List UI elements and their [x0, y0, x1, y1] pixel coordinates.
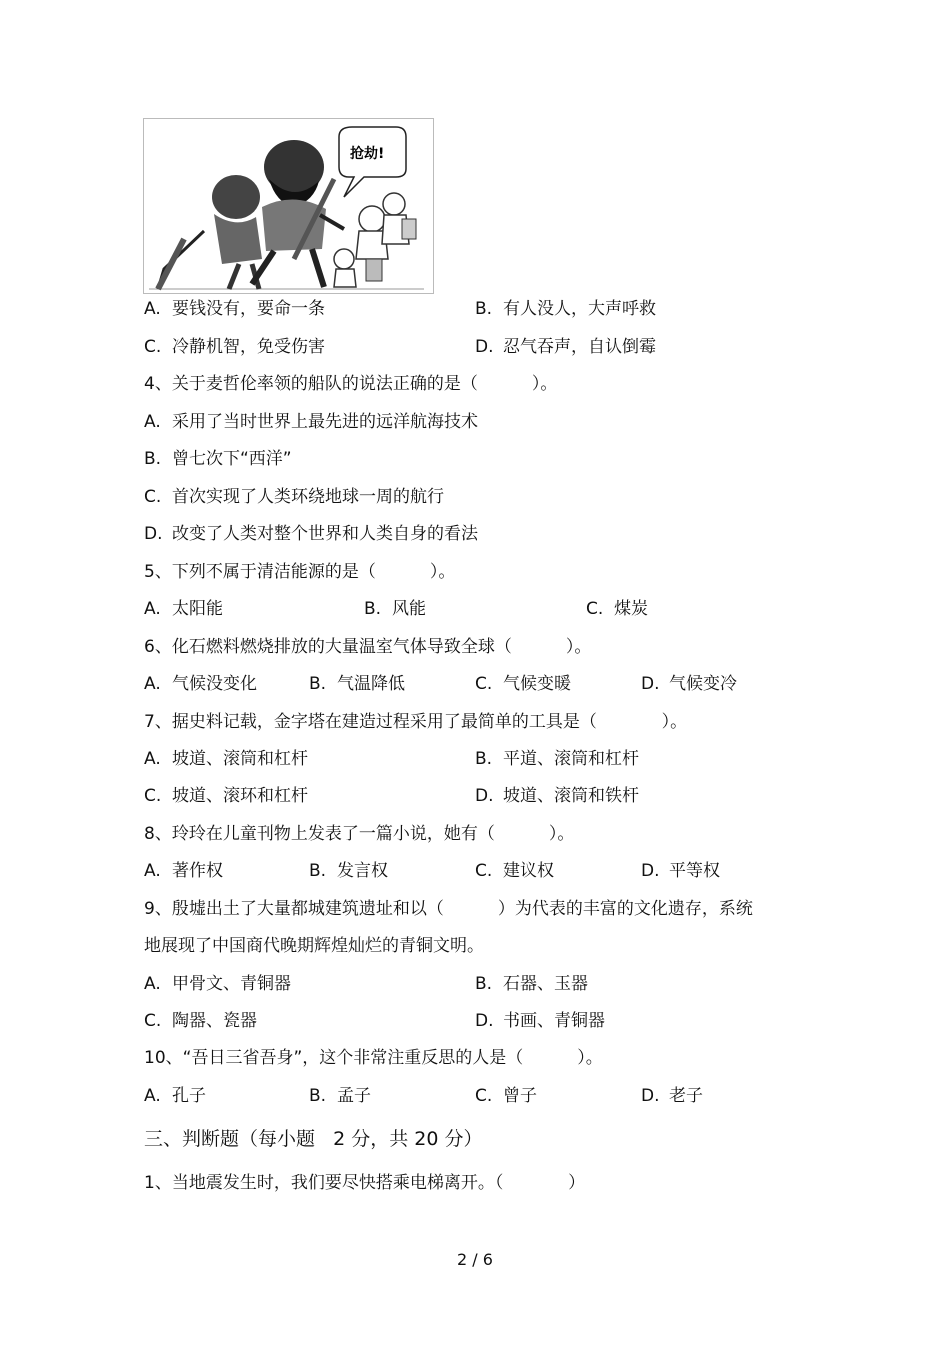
option-letter: C.	[475, 1086, 493, 1106]
option-letter: D.	[475, 337, 494, 357]
option-letter: A.	[144, 749, 161, 769]
q9-option-b	[475, 973, 588, 995]
option-letter: B.	[364, 599, 382, 619]
q8-option-c	[475, 860, 554, 882]
robbery-cartoon	[143, 118, 434, 294]
option-text: 书画、青铜器	[503, 1011, 605, 1031]
option-letter: B.	[309, 861, 327, 881]
option-text: 忍气吞声，自认倒霉	[503, 337, 656, 357]
option-letter: A.	[144, 1086, 161, 1106]
option-letter: C.	[144, 786, 162, 806]
q6-option-d	[641, 673, 737, 695]
option-letter: C.	[475, 861, 493, 881]
option-letter: A.	[144, 674, 161, 694]
q4-option-d	[144, 523, 478, 545]
option-letter: D.	[475, 786, 494, 806]
q10-option-c	[475, 1085, 537, 1107]
q9-option-d	[475, 1010, 605, 1032]
speech-bubble-text: 抢劫!	[350, 146, 385, 162]
robbery-cartoon-drawing	[144, 119, 433, 293]
q9-stem-line1: 9、殷墟出土了大量都城建筑遗址和以（ ）为代表的丰富的文化遗存，系统	[144, 899, 753, 919]
q4-option-c	[144, 486, 444, 508]
option-letter: D.	[475, 1011, 494, 1031]
q3-option-b	[475, 298, 656, 320]
q9-option-a	[144, 973, 291, 995]
q8-option-a	[144, 860, 223, 882]
option-text: 曾七次下“西洋”	[172, 449, 292, 469]
option-letter: D.	[641, 1086, 660, 1106]
option-letter: A.	[144, 861, 161, 881]
option-letter: C.	[144, 1011, 162, 1031]
q5-option-b	[364, 598, 426, 620]
option-text: 坡道、滚筒和杠杆	[172, 749, 308, 769]
page-number: 2 / 6	[457, 1250, 493, 1269]
q7-option-d	[475, 785, 639, 807]
q4-stem: 4、关于麦哲伦率领的船队的说法正确的是（ ）。	[144, 374, 558, 394]
option-text: 平等权	[669, 861, 720, 881]
option-letter: B.	[309, 1086, 327, 1106]
section3-heading: 三、判断题（每小题 2 分，共 20 分）	[144, 1128, 483, 1150]
option-letter: A.	[144, 412, 161, 432]
option-text: 气候变冷	[669, 674, 737, 694]
option-letter: B.	[475, 974, 493, 994]
q4-option-a	[144, 411, 478, 433]
option-text: 风能	[392, 599, 426, 619]
q3-option-c	[144, 336, 325, 358]
option-letter: A.	[144, 974, 161, 994]
option-letter: B.	[475, 299, 493, 319]
option-letter: B.	[309, 674, 327, 694]
option-letter: A.	[144, 299, 161, 319]
q5-stem: 5、下列不属于清洁能源的是（ ）。	[144, 562, 456, 582]
option-letter: B.	[144, 449, 162, 469]
q5-option-a	[144, 598, 223, 620]
q6-option-b	[309, 673, 405, 695]
q10-option-b	[309, 1085, 371, 1107]
option-text: 冷静机智，免受伤害	[172, 337, 325, 357]
option-text: 采用了当时世界上最先进的远洋航海技术	[172, 412, 478, 432]
q10-stem: 10、“吾日三省吾身”，这个非常注重反思的人是（ ）。	[144, 1048, 603, 1068]
q5-option-c	[586, 598, 648, 620]
option-text: 石器、玉器	[503, 974, 588, 994]
option-text: 建议权	[503, 861, 554, 881]
option-text: 气候没变化	[172, 674, 257, 694]
option-letter: C.	[144, 337, 162, 357]
option-text: 气候变暖	[503, 674, 571, 694]
option-letter: C.	[475, 674, 493, 694]
option-letter: B.	[475, 749, 493, 769]
option-letter: D.	[641, 674, 660, 694]
option-text: 发言权	[337, 861, 388, 881]
option-letter: A.	[144, 599, 161, 619]
option-text: 有人没人，大声呼救	[503, 299, 656, 319]
option-letter: C.	[144, 487, 162, 507]
q3-option-d	[475, 336, 656, 358]
option-text: 太阳能	[172, 599, 223, 619]
option-text: 煤炭	[614, 599, 648, 619]
option-letter: C.	[586, 599, 604, 619]
option-text: 甲骨文、青铜器	[172, 974, 291, 994]
option-text: 首次实现了人类环绕地球一周的航行	[172, 487, 444, 507]
q9-stem-line2: 地展现了中国商代晚期辉煌灿烂的青铜文明。	[144, 936, 484, 956]
option-text: 孟子	[337, 1086, 371, 1106]
q3-option-a	[144, 298, 325, 320]
q8-option-b	[309, 860, 388, 882]
option-text: 坡道、滚环和杠杆	[172, 786, 308, 806]
q10-option-d	[641, 1085, 703, 1107]
q9-option-c	[144, 1010, 257, 1032]
option-text: 要钱没有，要命一条	[172, 299, 325, 319]
option-text: 陶器、瓷器	[172, 1011, 257, 1031]
q6-stem: 6、化石燃料燃烧排放的大量温室气体导致全球（ ）。	[144, 637, 592, 657]
q6-option-c	[475, 673, 571, 695]
option-letter: D.	[144, 524, 163, 544]
q4-option-b	[144, 448, 292, 470]
option-text: 孔子	[172, 1086, 206, 1106]
option-text: 气温降低	[337, 674, 405, 694]
option-text: 曾子	[503, 1086, 537, 1106]
option-text: 老子	[669, 1086, 703, 1106]
section3-q1: 1、当地震发生时，我们要尽快搭乘电梯离开。（ ）	[144, 1173, 586, 1193]
option-text: 著作权	[172, 861, 223, 881]
q7-option-c	[144, 785, 308, 807]
q7-stem: 7、据史料记载，金字塔在建造过程采用了最简单的工具是（ ）。	[144, 712, 688, 732]
option-text: 坡道、滚筒和铁杆	[503, 786, 639, 806]
q7-option-a	[144, 748, 308, 770]
q7-option-b	[475, 748, 639, 770]
q6-option-a	[144, 673, 257, 695]
q8-stem: 8、玲玲在儿童刊物上发表了一篇小说，她有（ ）。	[144, 824, 575, 844]
q10-option-a	[144, 1085, 206, 1107]
option-letter: D.	[641, 861, 660, 881]
option-text: 改变了人类对整个世界和人类自身的看法	[172, 524, 478, 544]
option-text: 平道、滚筒和杠杆	[503, 749, 639, 769]
q8-option-d	[641, 860, 720, 882]
